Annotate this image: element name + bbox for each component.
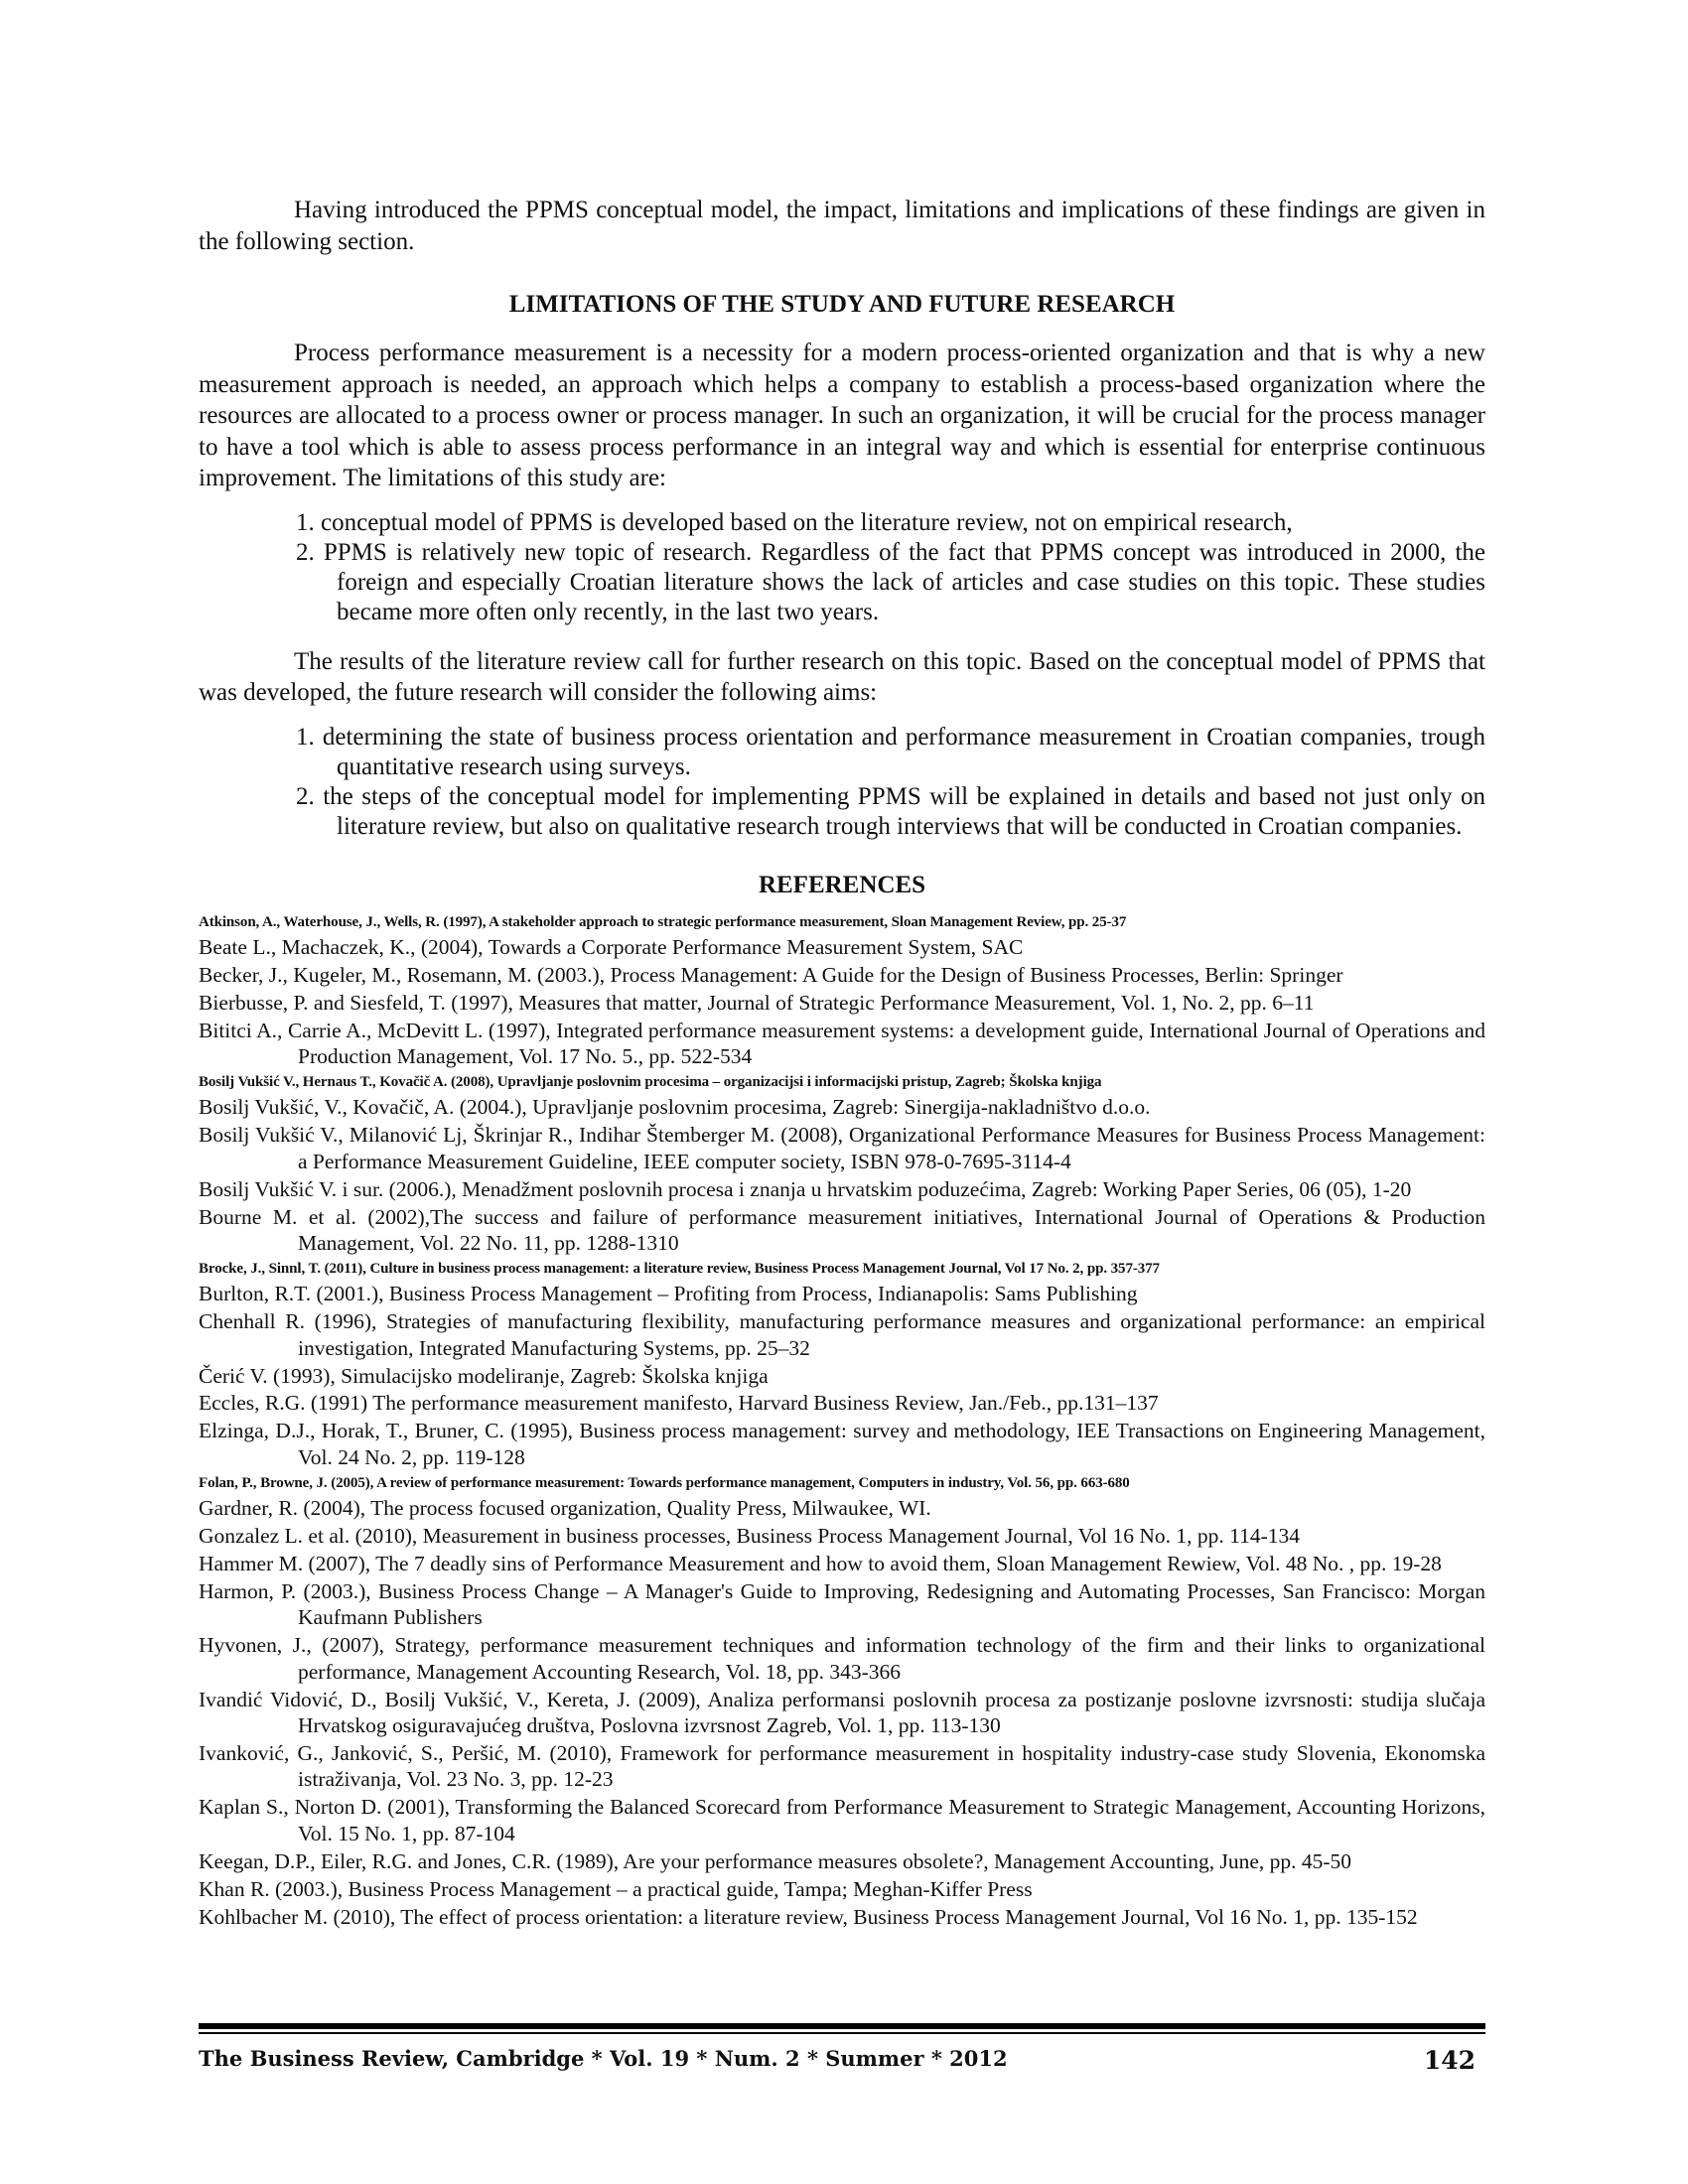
references-list xyxy=(199,911,1485,1931)
reference-item: Hyvonen, J., (2007), Strategy, performance measurement techniques and information technology of the firm and their links to organizational performance, Management Accounting Research, Vol. 18, pp. 343-366 xyxy=(199,1633,1485,1684)
intro-paragraph: Having introduced the PPMS conceptual model, the impact, limitations and implications of these findings are given in the following section. xyxy=(199,197,1485,255)
page-number: 142 xyxy=(1423,2046,1476,2075)
footer-text xyxy=(199,2046,1485,2075)
reference-item: Harmon, P. (2003.), Business Process Change – A Manager's Guide to Improving, Redesigning and Automating Processes, San Francisco: Morgan Kaufmann Publishers xyxy=(199,1578,1485,1630)
reference-item: Ivanković, G., Janković, S., Peršić, M. (2010), Framework for performance measurement in hospitality industry-case study Slovenia, Ekonomska istraživanja, Vol. 23 No. 3, pp. 12-23 xyxy=(199,1740,1485,1792)
future-research-paragraph: The results of the literature review call for further research on this topic. Based on the conceptual model of PPMS that was developed, the future research will consider the following aims: xyxy=(199,647,1485,706)
reference-item: Becker, J., Kugeler, M., Rosemann, M. (2003.), Process Management: A Guide for the Design of Business Processes, Berlin: Springer xyxy=(199,962,1343,987)
reference-item: Bititci A., Carrie A., McDevitt L. (1997), Integrated performance measurement systems: a development guide, International Journal of Operations and Production Management, Vol. 17 No. 5., pp. 522-534 xyxy=(199,1018,1485,1069)
reference-item: Bosilj Vukšić V., Milanović Lj, Škrinjar R., Indihar Štemberger M. (2008), Organizational Performance Measures for Business Process Management: a Performance Measurement Guideline, IEEE computer society, ISBN 978-0-7695-3114-4 xyxy=(199,1123,1485,1173)
reference-item: Atkinson, A., Waterhouse, J., Wells, R. (1997), A stakeholder approach to strategic performance measurement, Sloan Management Review, pp. 25-37 xyxy=(199,913,1127,930)
list-item: 2. the steps of the conceptual model for implementing PPMS will be explained in details and based not just only on literature review, but also on qualitative research trough interviews that will be conducted in Croatian companies. xyxy=(296,782,1485,840)
reference-item: Gonzalez L. et al. (2010), Measurement in business processes, Business Process Management Journal, Vol 16 No. 1, pp. 114-134 xyxy=(199,1524,1301,1549)
list-item: 1. determining the state of business process orientation and performance measurement in Croatian companies, trough quantitative research using surveys. xyxy=(296,723,1485,780)
list-item: 1. conceptual model of PPMS is developed based on the literature review, not on empirical research, xyxy=(296,508,1293,536)
reference-item: Hammer M. (2007), The 7 deadly sins of Performance Measurement and how to avoid them, Sloan Management Rewiew, Vol. 48 No. , pp. 19-28 xyxy=(199,1551,1442,1575)
footer-rule-thick xyxy=(199,2023,1485,2029)
limitations-heading: LIMITATIONS OF THE STUDY AND FUTURE RESEARCH xyxy=(508,291,1176,318)
reference-item: Chenhall R. (1996), Strategies of manufacturing flexibility, manufacturing performance measures and organizational performance: an empirical investigation, Integrated Manufacturing Systems, pp. 25–32 xyxy=(199,1309,1485,1360)
reference-item: Bosilj Vukšić V., Hernaus T., Kovačič A. (2008), Upravljanje poslovnim procesima – organizacijsi i informacijski pristup, Zagreb; Školska knjiga xyxy=(199,1073,1102,1090)
references-heading: REFERENCES xyxy=(758,871,926,898)
reference-item: Khan R. (2003.), Business Process Management – a practical guide, Tampa; Meghan-Kiffer Press xyxy=(199,1876,1033,1901)
reference-item: Bosilj Vukšić, V., Kovačič, A. (2004.), Upravljanje poslovnim procesima, Zagreb: Sinergija-nakladništvo d.o.o. xyxy=(199,1095,1151,1120)
page-footer xyxy=(199,2023,1485,2075)
reference-item: Kaplan S., Norton D. (2001), Transforming the Balanced Scorecard from Performance Measurement to Strategic Management, Accounting Horizons, Vol. 15 No. 1, pp. 87-104 xyxy=(199,1795,1485,1845)
reference-item: Ivandić Vidović, D., Bosilj Vukšić, V., Kereta, J. (2009), Analiza performansi poslovnih procesa za postizanje poslovne izvrsnosti: studija slučaja Hrvatskog osiguravajućeg društva, Poslovna izvrsnost Zagreb, Vol. 1, pp. 113-130 xyxy=(199,1687,1485,1738)
future-research-list xyxy=(199,723,1485,842)
limitations-list xyxy=(199,508,1485,627)
reference-item: Keegan, D.P., Eiler, R.G. and Jones, C.R. (1989), Are your performance measures obsolete?, Management Accounting, June, pp. 45-50 xyxy=(199,1848,1352,1873)
reference-item: Brocke, J., Sinnl, T. (2011), Culture in business process management: a literature review, Business Process Management Journal, Vol 17 No. 2, pp. 357-377 xyxy=(199,1260,1160,1277)
list-item: 2. PPMS is relatively new topic of research. Regardless of the fact that PPMS concept was introduced in 2000, the foreign and especially Croatian literature shows the lack of articles and case studies on this topic. These studies became more often only recently, in the last two years. xyxy=(296,538,1485,625)
page-content xyxy=(199,195,1485,1931)
reference-item: Burlton, R.T. (2001.), Business Process Management – Profiting from Process, Indianapolis: Sams Publishing xyxy=(199,1282,1138,1306)
reference-item: Kohlbacher M. (2010), The effect of process orientation: a literature review, Business Process Management Journal, Vol 16 No. 1, pp. 135-152 xyxy=(199,1904,1418,1929)
reference-item: Bosilj Vukšić V. i sur. (2006.), Menadžment poslovnih procesa i znanja u hrvatskim poduzećima, Zagreb: Working Paper Series, 06 (05), 1-20 xyxy=(199,1176,1412,1201)
reference-item: Bourne M. et al. (2002),The success and failure of performance measurement initiatives, International Journal of Operations & Production Management, Vol. 22 No. 11, pp. 1288-1310 xyxy=(199,1204,1485,1256)
reference-item: Elzinga, D.J., Horak, T., Bruner, C. (1995), Business process management: survey and methodology, IEE Transactions on Engineering Management, Vol. 24 No. 2, pp. 119-128 xyxy=(199,1419,1485,1469)
reference-item: Beate L., Machaczek, K., (2004), Towards a Corporate Performance Measurement System, SAC xyxy=(199,934,1024,959)
reference-item: Gardner, R. (2004), The process focused organization, Quality Press, Milwaukee, WI. xyxy=(199,1496,931,1521)
journal-citation: The Business Review, Cambridge * Vol. 19 * Num. 2 * Summer * 2012 xyxy=(199,2046,1008,2071)
footer-rule-thin xyxy=(199,2032,1485,2034)
reference-item: Folan, P., Browne, J. (2005), A review of performance measurement: Towards performance management, Computers in industry, Vol. 56, pp. 663-680 xyxy=(199,1474,1130,1491)
limitations-paragraph: Process performance measurement is a necessity for a modern process-oriented organization and that is why a new measurement approach is needed, an approach which helps a company to establish a process-based organization where the resources are allocated to a process owner or process manager. In such an organization, it will be crucial for the process manager to have a tool which is able to assess process performance in an integral way and which is essential for enterprise continuous improvement. The limitations of this study are: xyxy=(199,340,1485,491)
reference-item: Čerić V. (1993), Simulacijsko modeliranje, Zagreb: Školska knjiga xyxy=(199,1363,769,1388)
reference-item: Eccles, R.G. (1991) The performance measurement manifesto, Harvard Business Review, Jan./Feb., pp.131–137 xyxy=(199,1391,1159,1416)
reference-item: Bierbusse, P. and Siesfeld, T. (1997), Measures that matter, Journal of Strategic Performance Measurement, Vol. 1, No. 2, pp. 6–11 xyxy=(199,990,1315,1015)
